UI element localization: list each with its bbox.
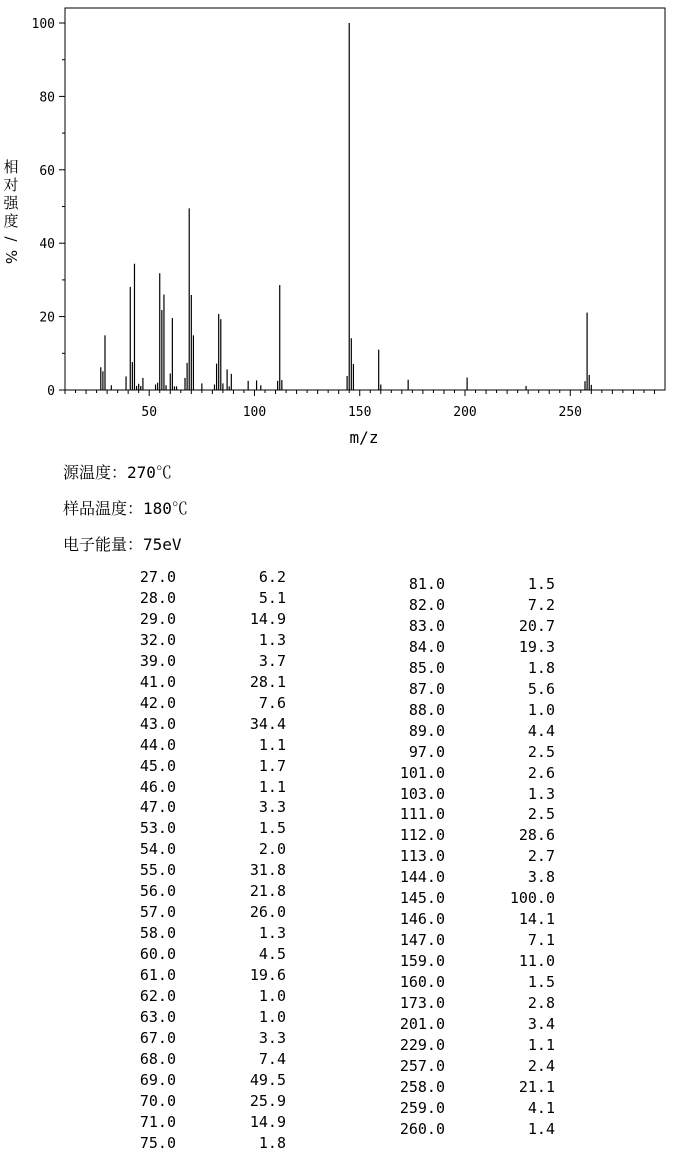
table-intensity-cell: 20.7 — [518, 616, 555, 635]
table-intensity-cell: 4.5 — [258, 945, 286, 964]
table-intensity-cell: 7.1 — [527, 931, 555, 950]
table-intensity-cell: 1.0 — [258, 1007, 286, 1026]
table-mz-cell: 111.0 — [399, 805, 445, 824]
table-intensity-cell: 3.3 — [258, 798, 286, 817]
table-intensity-cell: 3.3 — [258, 1028, 286, 1047]
table-mz-cell: 54.0 — [139, 840, 176, 859]
table-mz-cell: 88.0 — [408, 700, 445, 719]
y-tick-label: 0 — [47, 384, 55, 399]
x-axis — [65, 390, 654, 420]
table-intensity-cell: 4.1 — [527, 1098, 555, 1117]
table-mz-cell: 81.0 — [408, 575, 445, 593]
table-intensity-cell: 21.8 — [249, 882, 286, 901]
table-mz-cell: 113.0 — [399, 847, 445, 866]
table-intensity-cell: 1.3 — [258, 630, 286, 649]
table-mz-cell: 71.0 — [139, 1112, 176, 1131]
table-mz-cell: 69.0 — [139, 1070, 176, 1089]
y-tick-label: 40 — [39, 237, 55, 253]
table-mz-cell: 83.0 — [408, 616, 445, 635]
table-mz-cell: 32.0 — [139, 630, 176, 649]
table-mz-cell: 68.0 — [139, 1049, 176, 1068]
y-tick-label: 20 — [39, 310, 55, 326]
table-intensity-cell: 1.1 — [258, 735, 286, 754]
table-intensity-cell: 7.6 — [258, 693, 286, 712]
table-mz-cell: 45.0 — [139, 756, 176, 775]
table-intensity-cell: 100.0 — [509, 889, 555, 908]
table-mz-cell: 173.0 — [399, 994, 445, 1012]
table-mz-cell: 259.0 — [399, 1098, 445, 1117]
table-intensity-cell: 2.8 — [527, 994, 555, 1012]
table-intensity-cell: 1.1 — [258, 777, 286, 796]
table-mz-cell: 101.0 — [399, 763, 445, 782]
table-mz-cell: 63.0 — [139, 1007, 176, 1026]
mass-spectrum-chart — [0, 0, 680, 450]
table-mz-cell: 85.0 — [408, 658, 445, 677]
x-axis-label: m/z — [349, 428, 379, 447]
table-mz-cell: 29.0 — [139, 609, 176, 628]
table-intensity-cell: 14.1 — [518, 910, 555, 929]
table-mz-cell: 56.0 — [139, 882, 176, 901]
table-mz-cell: 53.0 — [139, 819, 176, 838]
table-intensity-cell: 14.9 — [249, 1112, 286, 1131]
table-intensity-cell: 2.5 — [527, 742, 555, 761]
table-intensity-cell: 2.5 — [527, 805, 555, 824]
table-mz-cell: 75.0 — [139, 1133, 176, 1152]
plot-frame — [65, 8, 665, 390]
table-mz-cell: 67.0 — [139, 1028, 176, 1047]
table-mz-cell: 41.0 — [139, 672, 176, 691]
table-mz-cell: 46.0 — [139, 777, 176, 796]
table-mz-cell: 47.0 — [139, 798, 176, 817]
table-mz-cell: 260.0 — [399, 1119, 445, 1138]
table-intensity-cell: 6.2 — [258, 568, 286, 586]
table-intensity-cell: 3.4 — [527, 1014, 555, 1033]
table-intensity-cell: 7.2 — [527, 595, 555, 614]
x-tick-label: 100 — [242, 405, 267, 420]
x-tick-label: 150 — [347, 405, 372, 420]
table-intensity-cell: 19.6 — [249, 966, 286, 985]
table-mz-cell: 89.0 — [408, 721, 445, 740]
table-intensity-cell: 14.9 — [249, 609, 286, 628]
table-intensity-cell: 1.4 — [527, 1119, 555, 1138]
table-intensity-cell: 1.0 — [258, 987, 286, 1005]
y-tick-label: 60 — [39, 163, 55, 179]
table-intensity-cell: 2.7 — [527, 847, 555, 866]
table-mz-cell: 55.0 — [139, 861, 176, 880]
sample-temperature: 样品温度：180℃ — [63, 499, 188, 518]
table-intensity-cell: 3.8 — [527, 868, 555, 887]
table-mz-cell: 112.0 — [399, 826, 445, 845]
table-intensity-cell: 1.5 — [258, 819, 286, 838]
table-mz-cell: 159.0 — [399, 952, 445, 971]
table-mz-cell: 103.0 — [399, 784, 445, 803]
table-mz-cell: 27.0 — [139, 568, 176, 586]
table-mz-cell: 42.0 — [139, 693, 176, 712]
table-mz-cell: 144.0 — [399, 868, 445, 887]
table-intensity-cell: 1.3 — [258, 924, 286, 943]
x-tick-label: 200 — [453, 405, 477, 420]
table-intensity-cell: 1.5 — [527, 973, 555, 992]
table-intensity-cell: 28.1 — [249, 672, 286, 691]
electron-energy: 电子能量：75eV — [63, 535, 182, 554]
table-mz-cell: 28.0 — [139, 588, 176, 607]
y-axis-label-char: % — [2, 249, 20, 265]
table-intensity-cell: 31.8 — [249, 861, 286, 880]
table-mz-cell: 61.0 — [139, 966, 176, 985]
table-intensity-cell: 4.4 — [527, 721, 555, 740]
x-tick-label: 50 — [141, 405, 158, 420]
x-tick-label: 250 — [558, 405, 583, 420]
table-mz-cell: 258.0 — [399, 1077, 445, 1096]
table-mz-cell: 257.0 — [399, 1056, 445, 1075]
table-mz-cell: 147.0 — [399, 931, 445, 950]
table-mz-cell: 87.0 — [408, 679, 445, 698]
table-intensity-cell: 1.8 — [258, 1133, 286, 1152]
table-intensity-cell: 7.4 — [258, 1049, 286, 1068]
table-intensity-cell: 1.1 — [527, 1035, 555, 1054]
table-intensity-cell: 1.7 — [258, 756, 286, 775]
table-intensity-cell: 5.6 — [527, 679, 555, 698]
table-mz-cell: 97.0 — [408, 742, 445, 761]
y-axis-label-char: 对 — [3, 176, 19, 194]
table-mz-cell: 160.0 — [399, 973, 445, 992]
table-mz-cell: 229.0 — [399, 1035, 445, 1054]
table-intensity-cell: 3.7 — [258, 651, 286, 670]
y-axis-label-char: 相 — [3, 158, 19, 176]
y-tick-label: 100 — [31, 17, 55, 32]
table-intensity-cell: 5.1 — [258, 588, 286, 607]
table-mz-cell: 39.0 — [139, 651, 176, 670]
table-intensity-cell: 28.6 — [518, 826, 555, 845]
peaks — [101, 23, 592, 390]
y-axis-label-char: 强 — [3, 194, 19, 212]
y-axis-label-char: / — [2, 236, 20, 242]
table-intensity-cell: 49.5 — [249, 1070, 286, 1089]
y-axis-label — [2, 158, 20, 266]
table-mz-cell: 201.0 — [399, 1014, 445, 1033]
table-mz-cell: 82.0 — [408, 595, 445, 614]
table-intensity-cell: 2.6 — [527, 763, 555, 782]
y-tick-label: 80 — [39, 90, 55, 106]
table-mz-cell: 145.0 — [399, 889, 445, 908]
table-intensity-cell: 21.1 — [518, 1077, 555, 1096]
table-mz-cell: 58.0 — [139, 924, 176, 943]
table-mz-cell: 44.0 — [139, 735, 176, 754]
table-intensity-cell: 25.9 — [249, 1091, 286, 1110]
table-mz-cell: 57.0 — [139, 903, 176, 922]
table-intensity-cell: 1.3 — [527, 784, 555, 803]
table-intensity-cell: 1.5 — [527, 575, 555, 593]
table-intensity-cell: 26.0 — [249, 903, 286, 922]
table-mz-cell: 43.0 — [139, 714, 176, 733]
source-temperature: 源温度：270℃ — [63, 463, 172, 482]
table-intensity-cell: 11.0 — [518, 952, 555, 971]
table-mz-cell: 62.0 — [139, 987, 176, 1005]
table-mz-cell: 146.0 — [399, 910, 445, 929]
table-intensity-cell: 34.4 — [249, 714, 286, 733]
table-intensity-cell: 1.0 — [527, 700, 555, 719]
y-axis — [32, 17, 65, 399]
table-mz-cell: 60.0 — [139, 945, 176, 964]
table-intensity-cell: 19.3 — [518, 637, 555, 656]
table-intensity-cell: 2.4 — [527, 1056, 555, 1075]
table-mz-cell: 70.0 — [139, 1091, 176, 1110]
table-intensity-cell: 2.0 — [258, 840, 286, 859]
table-intensity-cell: 1.8 — [527, 658, 555, 677]
table-mz-cell: 84.0 — [408, 637, 445, 656]
y-axis-label-char: 度 — [3, 212, 19, 230]
